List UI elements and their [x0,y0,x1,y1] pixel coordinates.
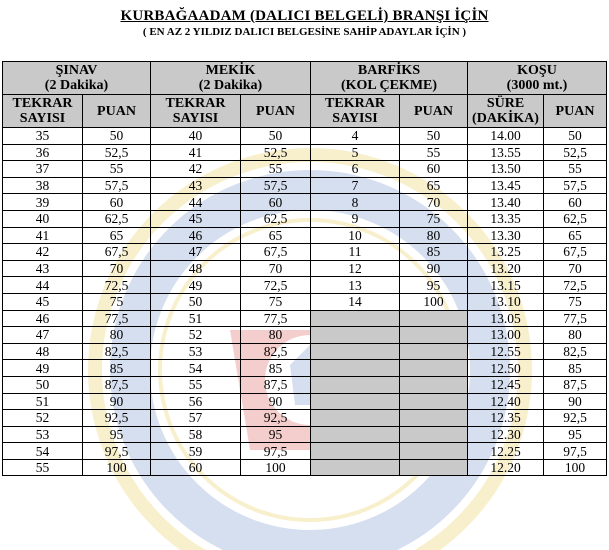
cell-mekik-count: 47 [151,244,241,261]
cell-sinav-score: 90 [83,393,151,410]
cell-mekik-score: 92,5 [241,410,311,427]
empty-cell [311,327,400,344]
cell-sinav-score: 77,5 [83,310,151,327]
cell-mekik-score: 75 [241,293,311,310]
cell-sinav-count: 44 [3,277,83,294]
cell-barfiks-count: 11 [311,244,400,261]
column-header-text: TEKRAR [165,96,226,111]
table-row [3,393,607,410]
cell-barfiks-count: 14 [311,293,400,310]
empty-cell [400,310,468,327]
cell-mekik-score: 97,5 [241,443,311,460]
cell-kosu-score: 52,5 [544,144,607,161]
cell-mekik-count: 60 [151,459,241,476]
column-header-text: (DAKİKA) [472,111,539,126]
cell-barfiks-count: 9 [311,210,400,227]
cell-barfiks-score: 90 [400,260,468,277]
cell-mekik-count: 56 [151,393,241,410]
cell-sinav-count: 39 [3,194,83,211]
cell-kosu-time: 13.10 [468,293,544,310]
cell-kosu-score: 77,5 [544,310,607,327]
table-row [3,177,607,194]
column-header-barfiks-count [311,95,400,128]
cell-kosu-time: 12.55 [468,343,544,360]
cell-kosu-time: 13.50 [468,161,544,178]
empty-cell [311,443,400,460]
cell-mekik-score: 65 [241,227,311,244]
group-header-duration: (3000 mt.) [506,78,568,93]
group-header-kosu [468,62,607,95]
cell-sinav-count: 35 [3,128,83,145]
cell-sinav-score: 57,5 [83,177,151,194]
empty-cell [400,459,468,476]
table-row [3,459,607,476]
cell-sinav-count: 37 [3,161,83,178]
cell-mekik-count: 51 [151,310,241,327]
column-header-kosu-score [544,95,607,128]
empty-cell [311,410,400,427]
cell-kosu-time: 12.50 [468,360,544,377]
cell-kosu-score: 67,5 [544,244,607,261]
cell-kosu-score: 65 [544,227,607,244]
cell-sinav-score: 62,5 [83,210,151,227]
cell-sinav-score: 72,5 [83,277,151,294]
cell-sinav-count: 40 [3,210,83,227]
cell-mekik-score: 72,5 [241,277,311,294]
group-header-duration: (KOL ÇEKME) [340,78,438,93]
cell-kosu-time: 13.00 [468,327,544,344]
column-header-row [3,95,607,128]
table-row [3,376,607,393]
cell-sinav-count: 36 [3,144,83,161]
cell-sinav-score: 55 [83,161,151,178]
cell-sinav-score: 50 [83,128,151,145]
cell-barfiks-count: 10 [311,227,400,244]
empty-cell [400,343,468,360]
cell-sinav-count: 41 [3,227,83,244]
column-header-text: PUAN [256,103,295,119]
cell-mekik-count: 58 [151,426,241,443]
cell-kosu-time: 12.30 [468,426,544,443]
cell-mekik-count: 42 [151,161,241,178]
empty-cell [400,360,468,377]
cell-kosu-score: 92,5 [544,410,607,427]
cell-sinav-count: 52 [3,410,83,427]
cell-sinav-score: 82,5 [83,343,151,360]
cell-kosu-score: 72,5 [544,277,607,294]
group-header-mekik [151,62,311,95]
table-row [3,360,607,377]
column-header-text: PUAN [97,103,136,119]
cell-mekik-score: 90 [241,393,311,410]
cell-kosu-score: 85 [544,360,607,377]
cell-mekik-score: 52,5 [241,144,311,161]
cell-mekik-score: 100 [241,459,311,476]
group-header-sinav [3,62,151,95]
table-row [3,343,607,360]
empty-cell [400,443,468,460]
cell-mekik-count: 59 [151,443,241,460]
cell-kosu-time: 12.20 [468,459,544,476]
cell-barfiks-score: 60 [400,161,468,178]
cell-kosu-time: 13.20 [468,260,544,277]
empty-cell [311,459,400,476]
cell-mekik-score: 95 [241,426,311,443]
cell-barfiks-score: 100 [400,293,468,310]
cell-barfiks-score: 50 [400,128,468,145]
cell-kosu-time: 14.00 [468,128,544,145]
table-row [3,194,607,211]
table-row [3,210,607,227]
group-header-row [3,62,607,95]
column-header-text: TEKRAR [12,96,73,111]
column-header-text: TEKRAR [325,96,385,111]
cell-mekik-count: 46 [151,227,241,244]
cell-barfiks-score: 80 [400,227,468,244]
cell-barfiks-score: 95 [400,277,468,294]
cell-sinav-score: 80 [83,327,151,344]
cell-mekik-count: 53 [151,343,241,360]
empty-cell [400,376,468,393]
cell-sinav-count: 46 [3,310,83,327]
cell-sinav-score: 60 [83,194,151,211]
cell-barfiks-score: 75 [400,210,468,227]
cell-kosu-score: 75 [544,293,607,310]
column-header-text: SÜRE [486,96,525,111]
empty-cell [400,393,468,410]
cell-mekik-count: 48 [151,260,241,277]
column-header-text: SAYISI [172,111,219,126]
cell-mekik-count: 57 [151,410,241,427]
table-row [3,426,607,443]
cell-mekik-count: 43 [151,177,241,194]
empty-cell [311,360,400,377]
column-header-text: PUAN [555,103,595,119]
column-header-sinav-count [3,95,83,128]
empty-cell [400,327,468,344]
cell-sinav-score: 70 [83,260,151,277]
cell-sinav-count: 38 [3,177,83,194]
cell-sinav-count: 45 [3,293,83,310]
table-row [3,443,607,460]
cell-sinav-count: 43 [3,260,83,277]
table-row [3,410,607,427]
group-header-title: KOŞU [517,63,557,78]
page-title: KURBAĞAADAM (DALICI BELGELİ) BRANŞI İÇİN [120,8,489,24]
empty-cell [311,343,400,360]
cell-barfiks-count: 4 [311,128,400,145]
cell-kosu-time: 12.25 [468,443,544,460]
empty-cell [400,410,468,427]
table-row [3,161,607,178]
group-header-title: MEKİK [205,63,256,78]
empty-cell [400,426,468,443]
cell-kosu-score: 80 [544,327,607,344]
cell-sinav-score: 65 [83,227,151,244]
cell-barfiks-count: 5 [311,144,400,161]
cell-mekik-score: 77,5 [241,310,311,327]
cell-sinav-score: 75 [83,293,151,310]
cell-sinav-score: 100 [83,459,151,476]
cell-barfiks-score: 70 [400,194,468,211]
cell-mekik-count: 50 [151,293,241,310]
cell-mekik-count: 41 [151,144,241,161]
cell-kosu-time: 13.30 [468,227,544,244]
table-row [3,227,607,244]
table-row [3,277,607,294]
cell-sinav-count: 54 [3,443,83,460]
cell-sinav-score: 87,5 [83,376,151,393]
score-table [2,61,607,476]
group-header-duration: (2 Dakika) [198,78,263,93]
cell-sinav-count: 51 [3,393,83,410]
cell-mekik-score: 50 [241,128,311,145]
cell-sinav-count: 42 [3,244,83,261]
cell-barfiks-count: 13 [311,277,400,294]
cell-sinav-count: 53 [3,426,83,443]
column-header-text: SAYISI [332,111,378,126]
cell-sinav-count: 55 [3,459,83,476]
column-header-mekik-count [151,95,241,128]
cell-sinav-count: 49 [3,360,83,377]
cell-sinav-score: 92,5 [83,410,151,427]
cell-mekik-score: 60 [241,194,311,211]
cell-barfiks-score: 55 [400,144,468,161]
cell-sinav-score: 67,5 [83,244,151,261]
cell-sinav-count: 47 [3,327,83,344]
cell-mekik-count: 54 [151,360,241,377]
cell-kosu-score: 90 [544,393,607,410]
cell-barfiks-count: 7 [311,177,400,194]
group-header-barfiks [311,62,468,95]
cell-barfiks-count: 6 [311,161,400,178]
cell-mekik-score: 80 [241,327,311,344]
cell-sinav-score: 52,5 [83,144,151,161]
empty-cell [311,426,400,443]
score-table-body [3,128,607,476]
cell-kosu-time: 12.35 [468,410,544,427]
empty-cell [311,376,400,393]
cell-kosu-score: 87,5 [544,376,607,393]
column-header-text: SAYISI [19,111,66,126]
column-header-barfiks-score [400,95,468,128]
cell-kosu-score: 97,5 [544,443,607,460]
empty-cell [311,310,400,327]
cell-kosu-score: 62,5 [544,210,607,227]
cell-kosu-score: 60 [544,194,607,211]
cell-kosu-time: 13.15 [468,277,544,294]
cell-kosu-score: 100 [544,459,607,476]
cell-kosu-score: 57,5 [544,177,607,194]
cell-mekik-score: 85 [241,360,311,377]
table-row [3,293,607,310]
cell-mekik-score: 57,5 [241,177,311,194]
cell-mekik-count: 52 [151,327,241,344]
cell-sinav-score: 95 [83,426,151,443]
table-row [3,144,607,161]
cell-mekik-count: 49 [151,277,241,294]
cell-kosu-score: 70 [544,260,607,277]
cell-kosu-time: 13.40 [468,194,544,211]
cell-sinav-count: 48 [3,343,83,360]
column-header-sinav-score [83,95,151,128]
cell-sinav-score: 85 [83,360,151,377]
table-row [3,327,607,344]
cell-mekik-count: 40 [151,128,241,145]
table-row [3,128,607,145]
cell-kosu-score: 95 [544,426,607,443]
cell-mekik-count: 55 [151,376,241,393]
group-header-title: ŞINAV [55,63,98,78]
cell-barfiks-count: 12 [311,260,400,277]
cell-kosu-score: 50 [544,128,607,145]
column-header-kosu-time [468,95,544,128]
cell-sinav-score: 97,5 [83,443,151,460]
cell-mekik-score: 82,5 [241,343,311,360]
cell-kosu-time: 13.45 [468,177,544,194]
cell-barfiks-count: 8 [311,194,400,211]
cell-mekik-count: 45 [151,210,241,227]
cell-barfiks-score: 85 [400,244,468,261]
cell-kosu-score: 55 [544,161,607,178]
cell-mekik-count: 44 [151,194,241,211]
cell-kosu-time: 13.05 [468,310,544,327]
cell-kosu-time: 13.25 [468,244,544,261]
column-header-text: PUAN [414,103,453,119]
cell-kosu-score: 82,5 [544,343,607,360]
cell-mekik-score: 87,5 [241,376,311,393]
cell-kosu-time: 12.45 [468,376,544,393]
cell-kosu-time: 13.55 [468,144,544,161]
cell-mekik-score: 62,5 [241,210,311,227]
empty-cell [311,393,400,410]
cell-mekik-score: 70 [241,260,311,277]
column-header-mekik-score [241,95,311,128]
cell-kosu-time: 13.35 [468,210,544,227]
group-header-duration: (2 Dakika) [44,78,109,93]
table-row [3,260,607,277]
table-row [3,310,607,327]
cell-mekik-score: 55 [241,161,311,178]
cell-mekik-score: 67,5 [241,244,311,261]
page-subtitle: ( EN AZ 2 YILDIZ DALICI BELGESİNE SAHİP ADAYLAR İÇİN ) [142,26,467,38]
cell-barfiks-score: 65 [400,177,468,194]
document-header [0,0,609,38]
cell-sinav-count: 50 [3,376,83,393]
table-row [3,244,607,261]
group-header-title: BARFİKS [357,63,421,78]
cell-kosu-time: 12.40 [468,393,544,410]
